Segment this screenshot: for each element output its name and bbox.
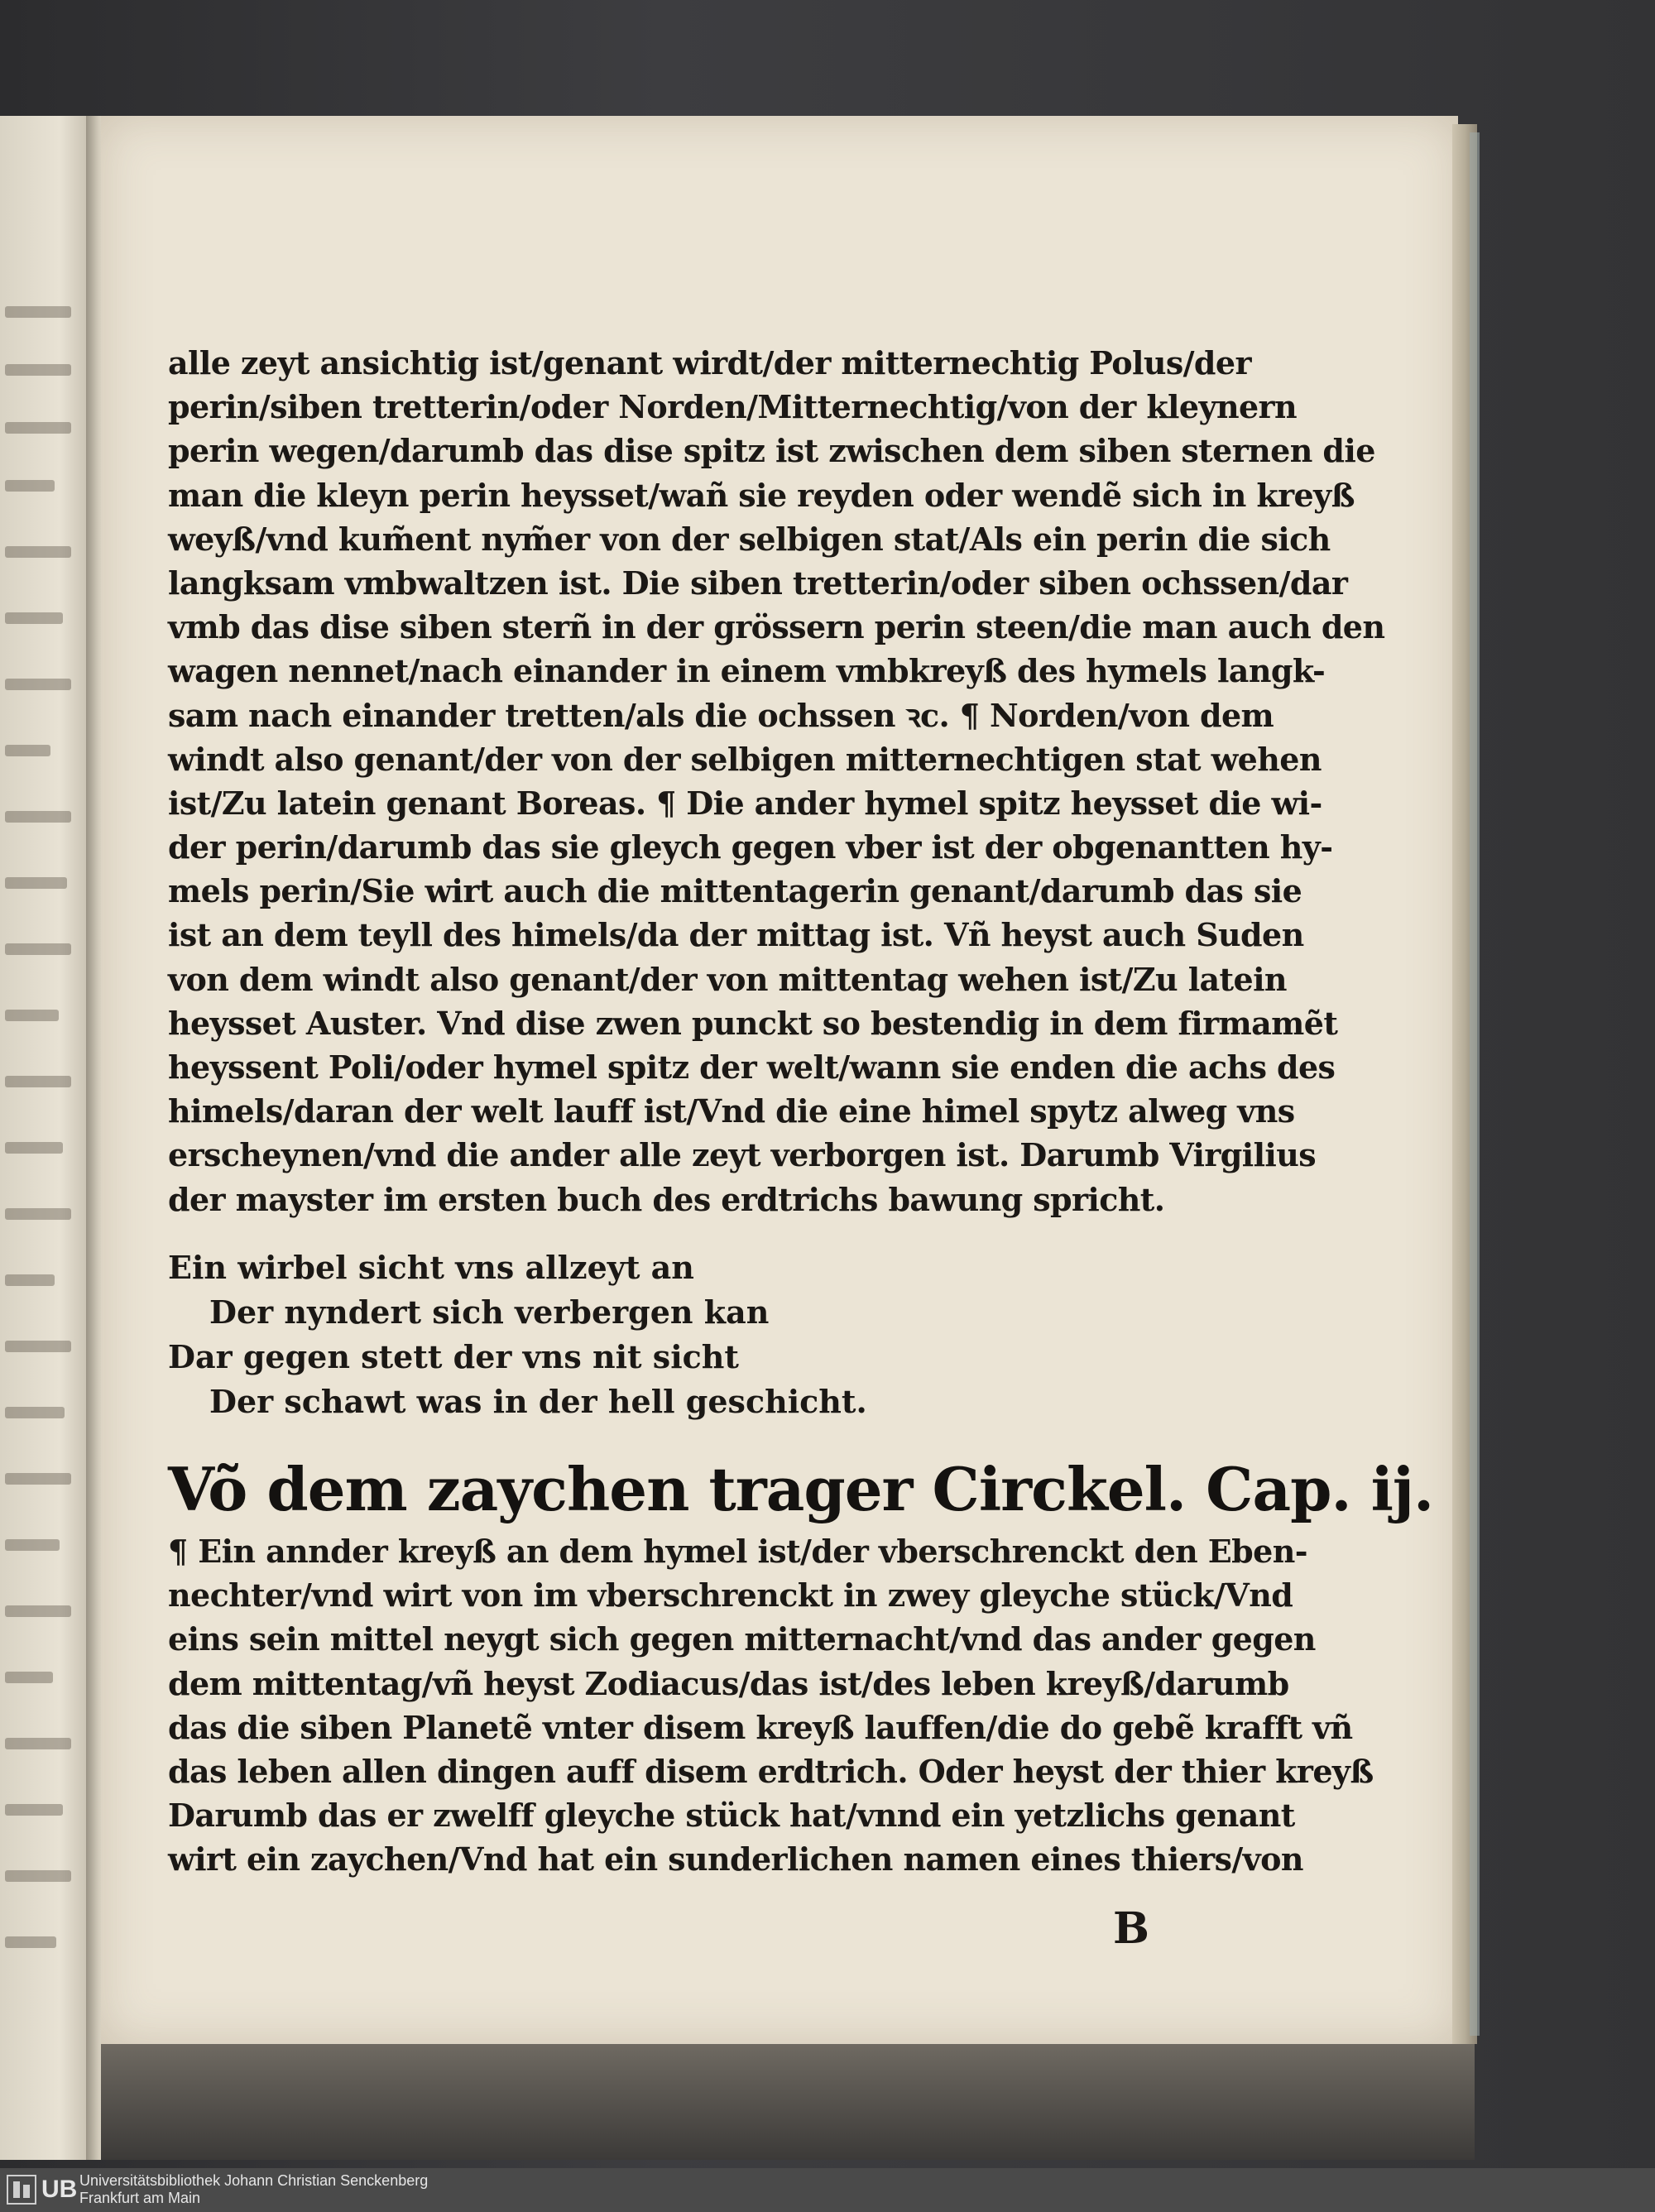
chapter-line: das leben allen dingen auff disem erdtrich. Oder heyst der thier kreyß xyxy=(168,1752,1374,1790)
verse-line: Der schawt was in der hell geschicht. xyxy=(209,1383,867,1420)
body-line: sam nach einander tretten/als die ochssen ꝛc. ¶ Norden/von dem xyxy=(168,696,1274,734)
body-line: langksam vmbwaltzen ist. Die siben tretterin/oder siben ochssen/dar xyxy=(168,564,1348,602)
body-line: heyssent Poli/oder hymel spitz der welt/wann sie enden die achs des xyxy=(168,1048,1336,1086)
chapter-line: Darumb das er zwelff gleyche stück hat/vnnd ein yetzlichs genant xyxy=(168,1797,1295,1835)
body-line: heysset Auster. Vnd dise zwen punckt so bestendig in dem firmamẽt xyxy=(168,1004,1338,1042)
library-name: Universitätsbibliothek Johann Christian Senckenberg xyxy=(79,2172,429,2189)
verse-quote xyxy=(168,1245,995,1424)
body-line: alle zeyt ansichtig ist/genant wirdt/der mitternechtig Polus/der xyxy=(168,344,1251,381)
page-fore-edge-tint xyxy=(1470,132,1480,2036)
body-line: himels/daran der welt lauff ist/Vnd die eine himel spytz alweg vns xyxy=(168,1092,1295,1130)
chapter-line: dem mittentag/vñ heyst Zodiacus/das ist/des leben kreyß/darumb xyxy=(168,1664,1289,1702)
library-city: Frankfurt am Main xyxy=(79,2190,201,2206)
body-line: der mayster im ersten buch des erdtrichs bawung spricht. xyxy=(168,1180,1165,1218)
chapter-text xyxy=(168,1529,1374,1882)
verse-line: Dar gegen stett der vns nit sicht xyxy=(168,1338,739,1375)
body-text xyxy=(168,341,1385,1221)
body-line: der perin/darumb das sie gleych gegen vber ist der obgenantten hy- xyxy=(168,828,1333,866)
body-line: vmb das dise siben sterñ in der grössern perin steen/die man auch den xyxy=(168,608,1385,646)
chapter-line: nechter/vnd wirt von im vberschrenckt in zwey gleyche stück/Vnd xyxy=(168,1576,1293,1615)
body-line: weyß/vnd kum̃ent nym̃er von der selbigen stat/Als ein perin die sich xyxy=(168,520,1331,558)
body-line: perin wegen/darumb das dise spitz ist zwischen dem siben sternen die xyxy=(168,432,1375,470)
page-bottom-shadow xyxy=(101,2044,1475,2160)
body-line: wagen nennet/nach einander in einem vmbkreyß des hymels langk- xyxy=(168,652,1326,690)
library-credit xyxy=(79,2172,428,2207)
body-line: man die kleyn perin heysset/wañ sie reyden oder wendẽ sich in kreyß xyxy=(168,476,1355,514)
body-line: windt also genant/der von der selbigen mitternechtigen stat wehen xyxy=(168,740,1322,778)
body-line: mels perin/Sie wirt auch die mittentagerin genant/darumb das sie xyxy=(168,872,1302,910)
signature-mark: B xyxy=(1113,1903,1149,1954)
body-line: von dem windt also genant/der von mittentag wehen ist/Zu latein xyxy=(168,960,1287,998)
library-footer xyxy=(0,2168,1655,2212)
previous-page-edge xyxy=(0,116,99,2160)
body-line: perin/siben tretterin/oder Norden/Mitternechtig/von der kleynern xyxy=(168,388,1298,426)
library-logo-icon xyxy=(7,2175,36,2205)
body-line: ist an dem teyll des himels/da der mittag ist. Vñ heyst auch Suden xyxy=(168,916,1304,954)
verse-line: Ein wirbel sicht vns allzeyt an xyxy=(168,1249,694,1286)
chapter-line: ¶ Ein annder kreyß an dem hymel ist/der vberschrenckt den Eben- xyxy=(168,1533,1307,1570)
ub-logo-text: UB xyxy=(41,2176,78,2203)
ub-logo[interactable] xyxy=(7,2173,77,2206)
body-line: ist/Zu latein genant Boreas. ¶ Die ander hymel spitz heysset die wi- xyxy=(168,784,1322,822)
verse-line: Der nyndert sich verbergen kan xyxy=(209,1293,770,1331)
chapter-line: das die siben Planetẽ vnter disem kreyß lauffen/die do gebẽ krafft vñ xyxy=(168,1708,1353,1746)
chapter-line: eins sein mittel neygt sich gegen mitternacht/vnd das ander gegen xyxy=(168,1620,1316,1658)
chapter-heading: Võ dem zaychen trager Circkel. Cap. ij. xyxy=(168,1454,1434,1524)
body-line: erscheynen/vnd die ander alle zeyt verborgen ist. Darumb Virgilius xyxy=(168,1136,1317,1174)
chapter-line: wirt ein zaychen/Vnd hat ein sunderlichen namen eines thiers/von xyxy=(168,1840,1303,1879)
